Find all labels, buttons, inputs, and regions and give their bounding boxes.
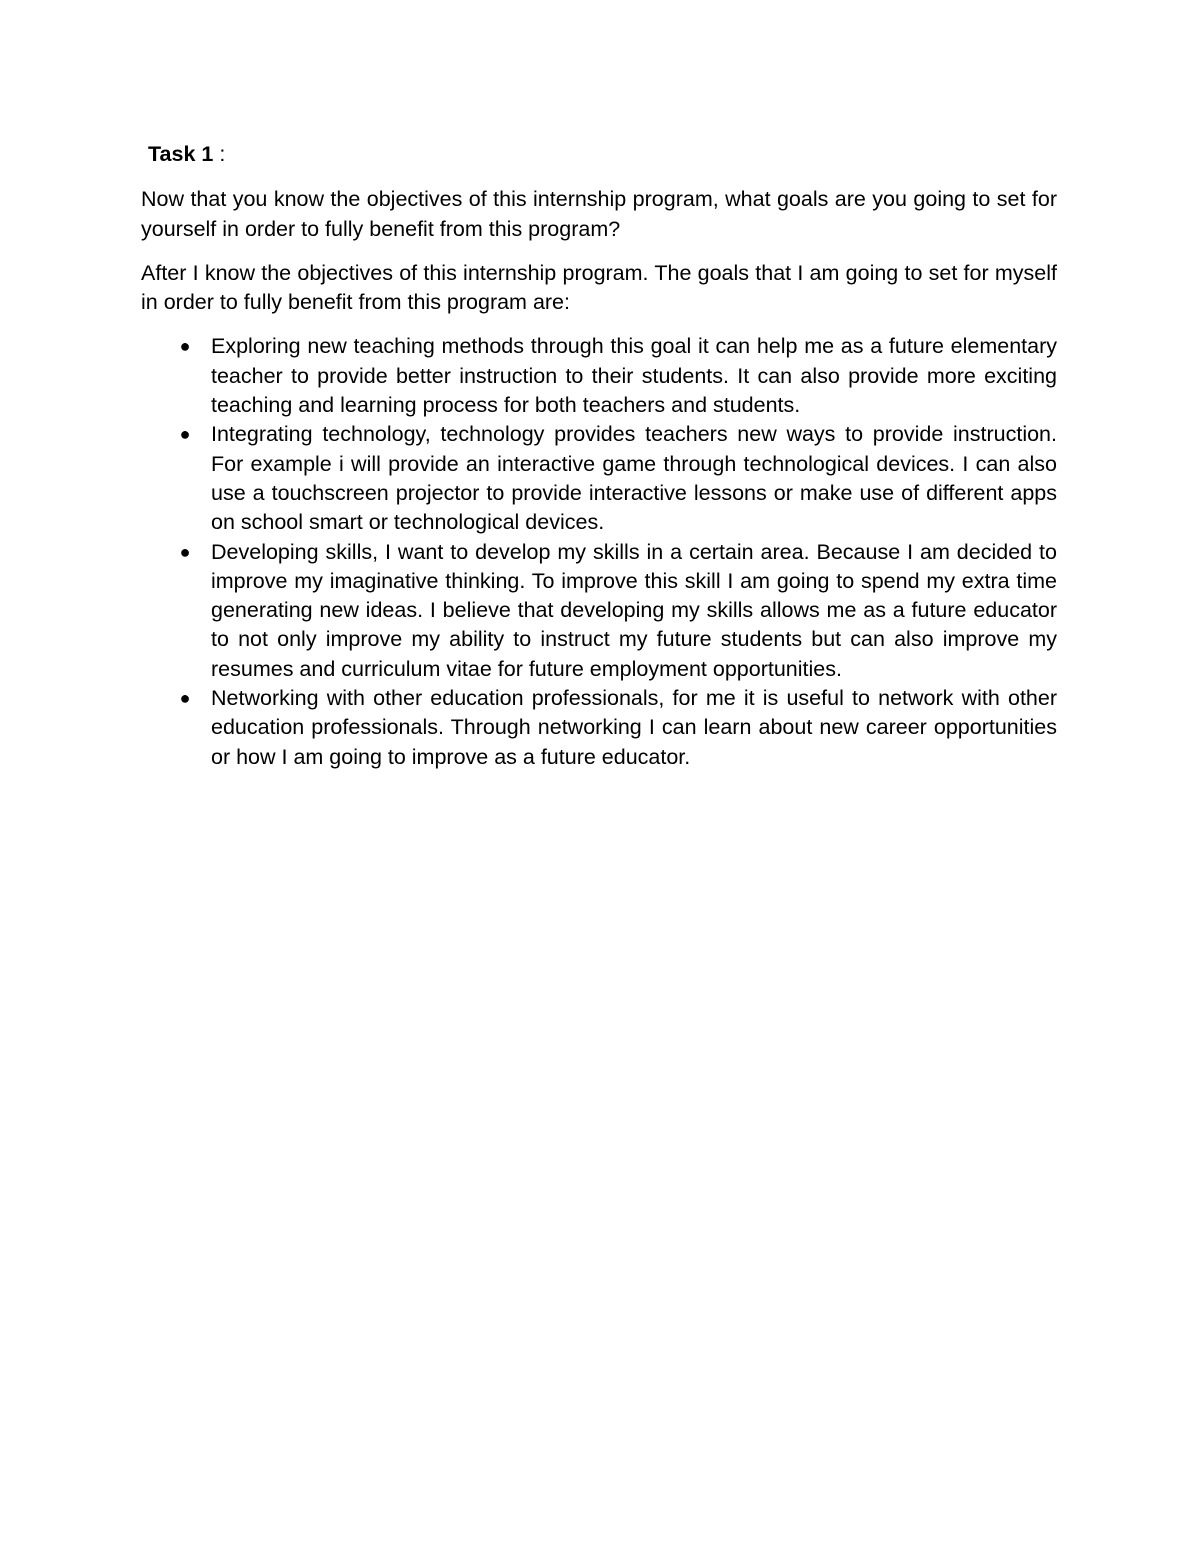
goal-text: Exploring new teaching methods through this goal it can help me as a future elementary teacher to provide better instruction to their students. It can also provide more exciting teaching and learning process for both teachers and students.	[211, 334, 1057, 418]
task-label: Task 1	[148, 142, 214, 166]
question-paragraph: Now that you know the objectives of this internship program, what goals are you going to set for yourself in order to fully benefit from this program?	[141, 187, 1057, 241]
answer-intro-paragraph: After I know the objectives of this internship program. The goals that I am going to set for myself in order to fully benefit from this program are:	[141, 260, 1057, 315]
list-item	[141, 332, 1057, 420]
goal-text: Integrating technology, technology provides teachers new ways to provide instruction. For example i will provide an interactive game through technological devices. I can also use a touchscreen projector to provide interactive lessons or make use of different apps on school smart or technological devices.	[211, 422, 1057, 535]
list-item	[141, 684, 1057, 772]
bullet-icon: ●	[179, 688, 191, 709]
bullet-icon: ●	[179, 541, 191, 562]
list-item	[141, 420, 1057, 537]
task-suffix: :	[213, 142, 226, 166]
goals-list	[141, 332, 1057, 771]
goal-text: Networking with other education professionals, for me it is useful to network with other education professionals. Through networking I can learn about new career opportunities or how I am going to improve as a future educator.	[211, 686, 1057, 769]
bullet-icon: ●	[179, 336, 191, 357]
task-heading	[148, 140, 1057, 169]
document-content	[141, 140, 1057, 772]
list-item	[141, 538, 1057, 684]
bullet-icon: ●	[179, 424, 191, 445]
goal-text: Developing skills, I want to develop my skills in a certain area. Because I am decided to improve my imaginative thinking. To improve this skill I am going to spend my extra time generating new ideas. I believe that developing my skills allows me as a future educator to not only improve my ability to instruct my future students but can also improve my resumes and curriculum vitae for future employment opportunities.	[211, 539, 1057, 681]
